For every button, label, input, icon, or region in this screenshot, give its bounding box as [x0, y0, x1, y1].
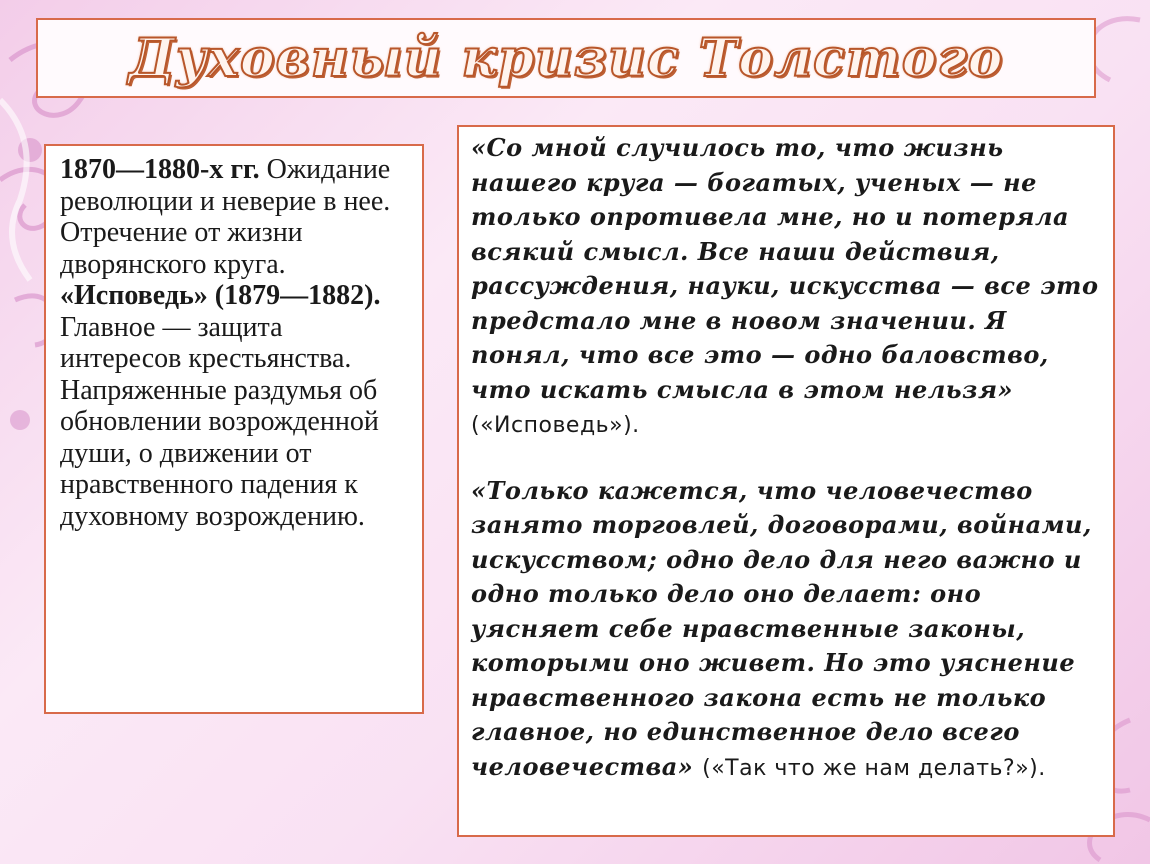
- left-text-1: Ожидание революции и неверие в нее. Отречение от жизни дворянского круга.: [60, 154, 391, 280]
- quote-block-2: [471, 474, 1099, 787]
- quotes-panel: [457, 125, 1115, 837]
- slide-title: Духовный кризис Толстого: [128, 27, 1004, 89]
- title-banner: [36, 18, 1096, 98]
- quote-block-1: [471, 131, 1099, 444]
- left-text-2: Главное — защита интересов крестьянства. Напряженные раздумья об обновлении возрожденной души, о движении от нравственного падения к духовному возрождению.: [60, 311, 379, 532]
- quote-2-text: «Только кажется, что человечество занято торговлей, договорами, войнами, искусством; одно дело для него важно и одно только дело оно делает: оно уясняет себе нравственные законы, которыми оно живет. Но это уяснение нравственного закона есть не только главное, но единственное дело всего человечества»: [471, 475, 1092, 781]
- dates-label: 1870—1880-х гг.: [60, 154, 260, 185]
- confession-label: «Исповедь» (1879—1882).: [60, 280, 381, 311]
- quote-1-source: («Исповедь»).: [471, 413, 640, 438]
- quote-2-source: («Так что же нам делать?»).: [702, 755, 1046, 781]
- quote-1-text: «Со мной случилось то, что жизнь нашего круга — богатых, ученых — не только опротивела мне, но и потеряла всякий смысл. Все наши действия, рассуждения, науки, искусства — все это предстало мне в новом значении. Я понял, что все это — одно баловство, что искать смысла в этом нельзя»: [471, 133, 1099, 404]
- left-text-panel: [44, 144, 424, 714]
